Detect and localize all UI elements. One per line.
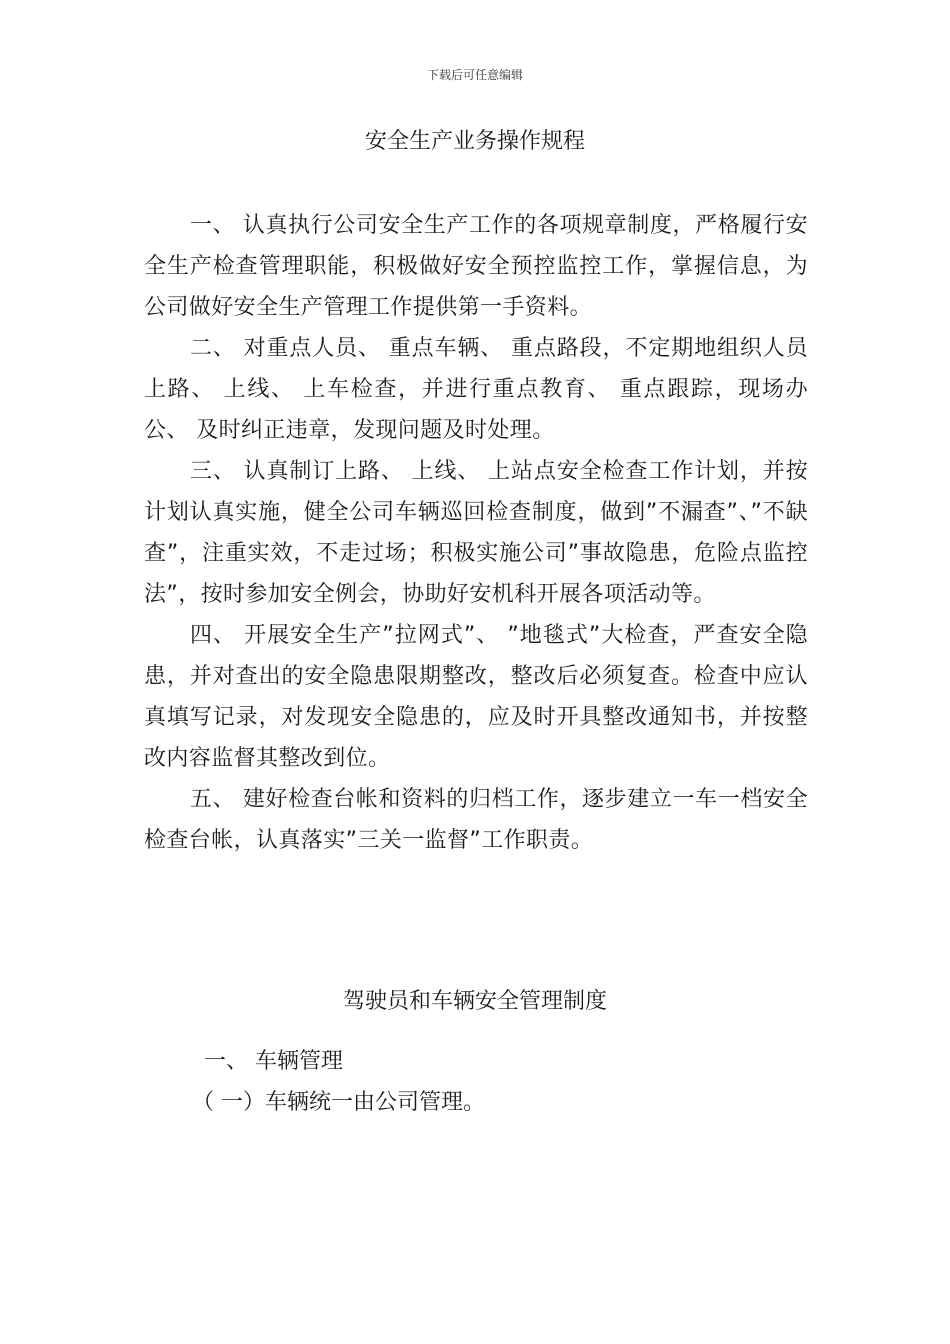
paragraph-3: 三、 认真制订上路、 上线、 上站点安全检查工作计划，并按计划认真实施，健全公司车辆巡回检查制度，做到”不漏查”、”不缺查”，注重实效，不走过场；积极实施公司”事故隐患，危险点监控法”，按时参加安全例会，协助好安机科开展各项活动等。	[144, 459, 808, 607]
paragraph-2: 二、 对重点人员、 重点车辆、 重点路段，不定期地组织人员上路、 上线、 上车检查，并进行重点教育、 重点跟踪，现场办公、 及时纠正违章，发现问题及时处理。	[144, 336, 808, 443]
section-2-item-1: （ 一）车辆统一由公司管理。	[192, 1090, 485, 1115]
paragraph-4: 四、 开展安全生产”拉网式”、 ”地毯式”大检查，严查安全隐患，并对查出的安全隐患限期整改，整改后必须复查。检查中应认真填写记录，对发现安全隐患的，应及时开具整改通知书，并按整改内容监督其整改到位。	[144, 623, 808, 771]
section-2-heading-vehicle-management: 一、 车辆管理	[204, 1049, 343, 1074]
section-1-body	[144, 205, 808, 861]
paragraph-5: 五、 建好检查台帐和资料的归档工作，逐步建立一车一档安全检查台帐，认真落实”三关一监督”工作职责。	[144, 787, 808, 853]
section-1-title: 安全生产业务操作规程	[364, 129, 585, 154]
header-note: 下载后可任意编辑	[426, 68, 523, 82]
paragraph-1: 一、 认真执行公司安全生产工作的各项规章制度，严格履行安全生产检查管理职能，积极做好安全预控监控工作，掌握信息，为公司做好安全生产管理工作提供第一手资料。	[144, 213, 808, 320]
section-2-title: 驾驶员和车辆安全管理制度	[342, 989, 607, 1014]
